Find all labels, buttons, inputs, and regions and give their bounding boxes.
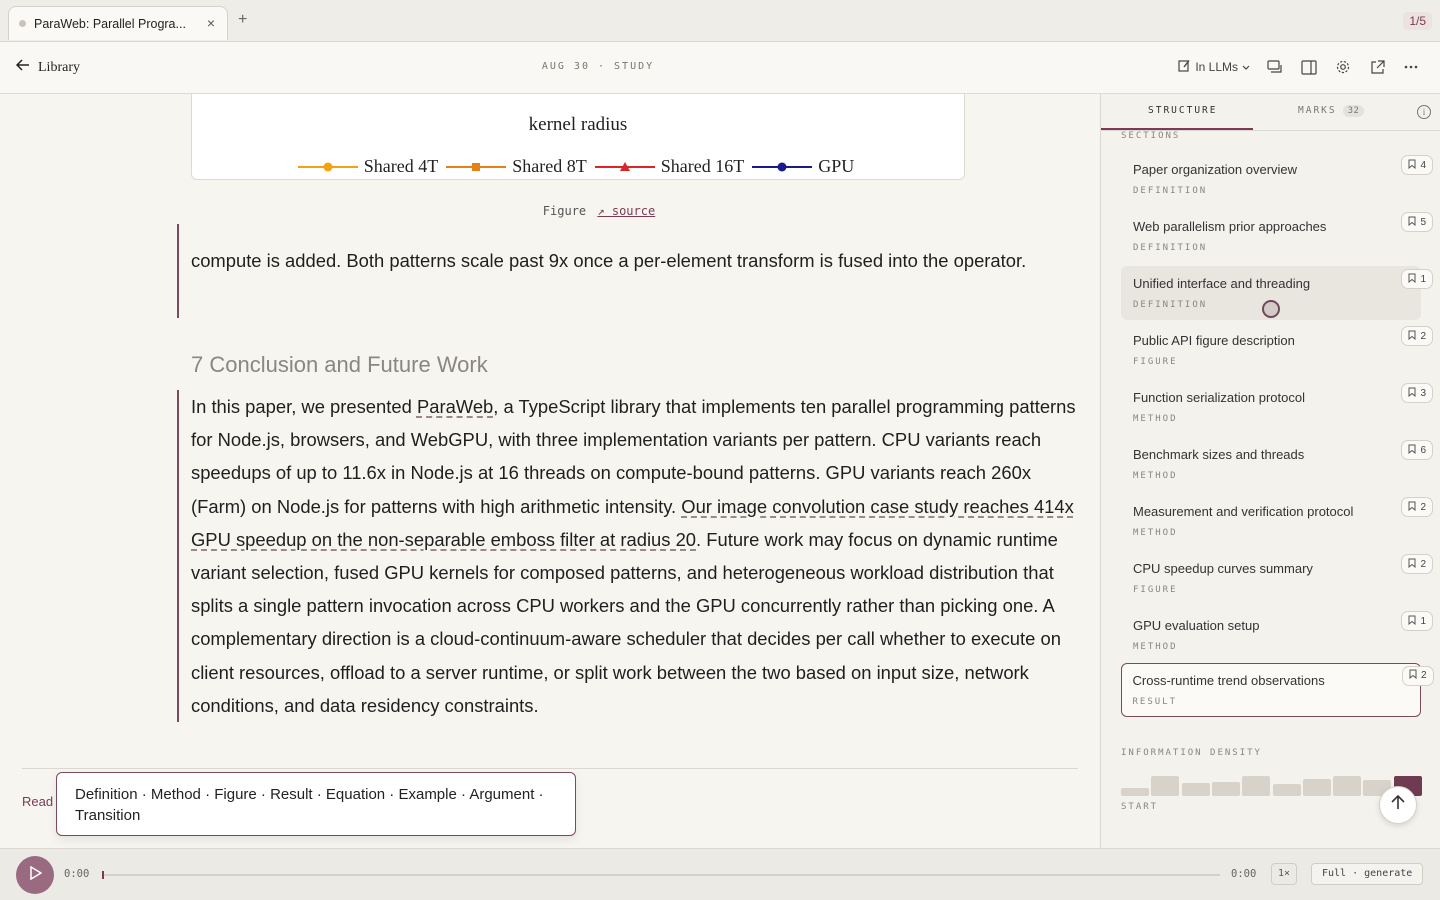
section-item[interactable] bbox=[1121, 437, 1426, 491]
section-heading: 7 Conclusion and Future Work bbox=[191, 352, 488, 377]
tab-status-dot bbox=[19, 20, 26, 27]
bookmark-icon bbox=[1408, 387, 1416, 400]
density-chart[interactable] bbox=[1121, 770, 1421, 796]
legend-item bbox=[446, 156, 586, 177]
reader-header bbox=[0, 42, 1440, 94]
section-item[interactable] bbox=[1121, 209, 1426, 263]
bookmark-icon bbox=[1408, 216, 1416, 229]
tab-marks[interactable] bbox=[1298, 105, 1364, 117]
section-type: METHOD bbox=[1133, 414, 1178, 424]
section-marks-count: 4 bbox=[1420, 159, 1426, 171]
header-toolbar bbox=[1178, 58, 1420, 76]
close-icon[interactable]: × bbox=[206, 15, 215, 31]
arrow-up-icon bbox=[1391, 795, 1405, 815]
section-type: METHOD bbox=[1133, 528, 1178, 538]
section-item[interactable] bbox=[1121, 323, 1426, 377]
density-label: INFORMATION DENSITY bbox=[1121, 748, 1262, 758]
section-title: Function serialization protocol bbox=[1133, 390, 1305, 405]
figure-source-link[interactable]: ↗ source bbox=[597, 204, 656, 218]
section-title: GPU evaluation setup bbox=[1133, 618, 1260, 633]
legend-item bbox=[752, 156, 854, 177]
section-title: Unified interface and threading bbox=[1133, 276, 1311, 291]
play-icon bbox=[29, 866, 42, 885]
section-marks-count: 5 bbox=[1420, 216, 1426, 228]
section-marks-badge[interactable] bbox=[1401, 269, 1433, 289]
split-panel-icon[interactable] bbox=[1300, 58, 1318, 76]
browser-tabbar bbox=[0, 0, 1440, 42]
tab-marks-label: MARKS bbox=[1298, 105, 1337, 116]
section-marks-count: 1 bbox=[1420, 615, 1426, 627]
section-marks-count: 2 bbox=[1420, 558, 1426, 570]
section-title: Public API figure description bbox=[1133, 333, 1295, 348]
bookmark-icon bbox=[1408, 501, 1416, 514]
paragraph-block[interactable] bbox=[177, 224, 1081, 318]
legend-label: Shared 4T bbox=[363, 156, 439, 176]
edit-icon bbox=[1178, 59, 1191, 75]
paraweb-link[interactable]: ParaWeb bbox=[416, 396, 494, 417]
active-tab-indicator bbox=[1101, 128, 1253, 130]
section-marks-badge[interactable] bbox=[1401, 497, 1433, 517]
density-bar[interactable] bbox=[1242, 776, 1270, 796]
section-title: Measurement and verification protocol bbox=[1133, 504, 1354, 519]
add-tab-button[interactable]: + bbox=[238, 11, 248, 28]
density-bar[interactable] bbox=[1333, 776, 1361, 796]
legend-marker-square bbox=[446, 160, 506, 174]
mouse-cursor bbox=[1262, 300, 1280, 318]
sections-label: SECTIONS bbox=[1121, 131, 1181, 141]
section-marks-badge[interactable] bbox=[1401, 212, 1433, 232]
marks-count-badge: 32 bbox=[1343, 105, 1365, 117]
legend-label: Shared 16T bbox=[660, 156, 745, 176]
more-icon[interactable] bbox=[1402, 58, 1420, 76]
paragraph-text: compute is added. Both patterns scale past 9x once a per-element transform is fused into the operator. bbox=[191, 250, 1027, 271]
paragraph-text: . Future work may focus on dynamic runtime variant selection, fused GPU kernels for composed patterns, and heterogeneous workload distribution that splits a single pattern invocation across CPU workers and the GPU concurrently rather than picking one. A complementary direction is a cloud-continuum-aware scheduler that decides per call whether to execute on client resources, offload to a server runtime, or split work between the two based on input size, network conditions, and data residency constraints. bbox=[191, 528, 1061, 716]
page-count-badge: 1/5 bbox=[1403, 12, 1432, 30]
section-type: FIGURE bbox=[1133, 357, 1178, 367]
tab-structure[interactable]: STRUCTURE bbox=[1148, 105, 1218, 116]
legend-marker-triangle bbox=[595, 160, 655, 174]
info-icon[interactable]: i bbox=[1417, 105, 1431, 119]
scroll-to-top-button[interactable] bbox=[1379, 786, 1417, 824]
paragraph-block[interactable] bbox=[177, 390, 1081, 722]
chat-icon[interactable] bbox=[1266, 58, 1284, 76]
section-title: Paper organization overview bbox=[1133, 162, 1298, 177]
bookmark-icon bbox=[1408, 615, 1416, 628]
section-title: CPU speedup curves summary bbox=[1133, 561, 1313, 576]
legend-label: Shared 8T bbox=[512, 156, 587, 176]
section-title: Benchmark sizes and threads bbox=[1133, 447, 1305, 462]
figure-caption bbox=[0, 204, 1100, 218]
section-item[interactable] bbox=[1121, 608, 1426, 662]
density-bar[interactable] bbox=[1212, 782, 1240, 796]
density-bar[interactable] bbox=[1273, 784, 1301, 796]
external-link-icon[interactable] bbox=[1368, 58, 1386, 76]
section-marks-badge[interactable] bbox=[1402, 666, 1434, 686]
bookmark-icon bbox=[1408, 159, 1416, 172]
section-marks-count: 2 bbox=[1420, 330, 1426, 342]
figure-x-axis-label: kernel radius bbox=[528, 114, 628, 135]
section-type: METHOD bbox=[1133, 471, 1178, 481]
density-bar[interactable] bbox=[1182, 783, 1210, 796]
tab-title: ParaWeb: Parallel Progra... bbox=[34, 16, 186, 31]
section-marks-count: 3 bbox=[1420, 387, 1426, 399]
structure-sidebar bbox=[1100, 94, 1440, 848]
bookmark-icon bbox=[1409, 669, 1417, 682]
legend-marker-circle bbox=[298, 160, 358, 174]
sidebar-tabs bbox=[1101, 94, 1440, 131]
figure-caption-label: Figure bbox=[542, 204, 587, 218]
paragraph-text: In this paper, we presented bbox=[191, 396, 417, 417]
section-item[interactable] bbox=[1121, 380, 1426, 434]
section-marks-count: 6 bbox=[1420, 444, 1426, 456]
llm-dropdown-button[interactable] bbox=[1178, 59, 1250, 75]
read-label[interactable]: Read bbox=[22, 794, 54, 809]
section-type: METHOD bbox=[1133, 642, 1178, 652]
section-title: Web parallelism prior approaches bbox=[1133, 219, 1327, 234]
section-item[interactable] bbox=[1121, 551, 1426, 605]
section-item[interactable] bbox=[1121, 152, 1426, 206]
section-type: FIGURE bbox=[1133, 585, 1178, 595]
figure-legend bbox=[192, 156, 964, 177]
progress-bar[interactable] bbox=[102, 874, 1220, 876]
playback-speed-button[interactable]: 1× bbox=[1271, 863, 1297, 885]
density-bar[interactable] bbox=[1151, 776, 1179, 796]
audio-player bbox=[0, 848, 1440, 900]
section-type: DEFINITION bbox=[1133, 186, 1208, 196]
density-bar[interactable] bbox=[1303, 779, 1331, 796]
divider bbox=[22, 768, 1078, 769]
section-title: Cross-runtime trend observations bbox=[1132, 672, 1325, 688]
llm-label: In LLMs bbox=[1195, 60, 1238, 74]
legend-item bbox=[595, 156, 744, 177]
section-marks-badge[interactable] bbox=[1401, 611, 1433, 631]
paragraph-text: , a TypeScript library that implements ten parallel programming patterns for Node.js, browsers, and WebGPU, with three implementation variants per pattern. CPU variants reach speedups of up to 11.6x in Node.js at 16 threads on compute-bound patterns. GPU variants reach 260x (Farm) on Node.js for patterns with high arithmetic intensity. bbox=[191, 396, 1076, 517]
current-time: 0:00 bbox=[64, 868, 90, 880]
section-marks-badge[interactable] bbox=[1401, 155, 1433, 175]
progress-handle[interactable] bbox=[102, 871, 104, 879]
section-item[interactable] bbox=[1121, 494, 1426, 548]
total-time: 0:00 bbox=[1231, 868, 1257, 880]
section-type: DEFINITION bbox=[1133, 243, 1208, 253]
section-marks-count: 1 bbox=[1420, 273, 1426, 285]
density-bar[interactable] bbox=[1121, 788, 1149, 796]
section-marks-badge[interactable] bbox=[1401, 554, 1433, 574]
section-type: DEFINITION bbox=[1133, 300, 1208, 310]
section-marks-count: 2 bbox=[1420, 670, 1427, 681]
section-marks-badge[interactable] bbox=[1401, 326, 1433, 346]
document-tab[interactable] bbox=[8, 6, 228, 40]
reading-pane[interactable] bbox=[0, 94, 1100, 848]
legend-item bbox=[298, 156, 438, 177]
document-meta: AUG 30 · STUDY bbox=[541, 61, 655, 72]
section-marks-badge[interactable] bbox=[1401, 383, 1433, 403]
legend-marker-circle bbox=[752, 160, 812, 174]
chevron-down-icon bbox=[1242, 60, 1250, 74]
back-label: Library bbox=[38, 59, 80, 75]
density-start-label: START bbox=[1121, 802, 1159, 812]
gear-icon[interactable] bbox=[1334, 58, 1352, 76]
bookmark-icon bbox=[1408, 330, 1416, 343]
block-types-tooltip: Definition · Method · Figure · Result · Equation · Example · Argument · Transition bbox=[56, 772, 576, 836]
legend-label: GPU bbox=[818, 156, 855, 176]
figure-panel bbox=[191, 94, 965, 180]
section-item[interactable] bbox=[1121, 663, 1427, 717]
section-type: RESULT bbox=[1132, 696, 1178, 707]
highlighted-claim[interactable]: Our image convolution case study reaches 414x GPU speedup on the non-separable emboss filter at radius 20 bbox=[191, 495, 1074, 550]
bookmark-icon bbox=[1408, 444, 1416, 457]
bookmark-icon bbox=[1408, 273, 1416, 286]
playback-mode-button[interactable]: Full · generate bbox=[1311, 863, 1423, 885]
play-button[interactable] bbox=[16, 856, 54, 894]
section-marks-badge[interactable] bbox=[1401, 440, 1433, 460]
section-marks-count: 2 bbox=[1420, 501, 1426, 513]
bookmark-icon bbox=[1408, 558, 1416, 571]
